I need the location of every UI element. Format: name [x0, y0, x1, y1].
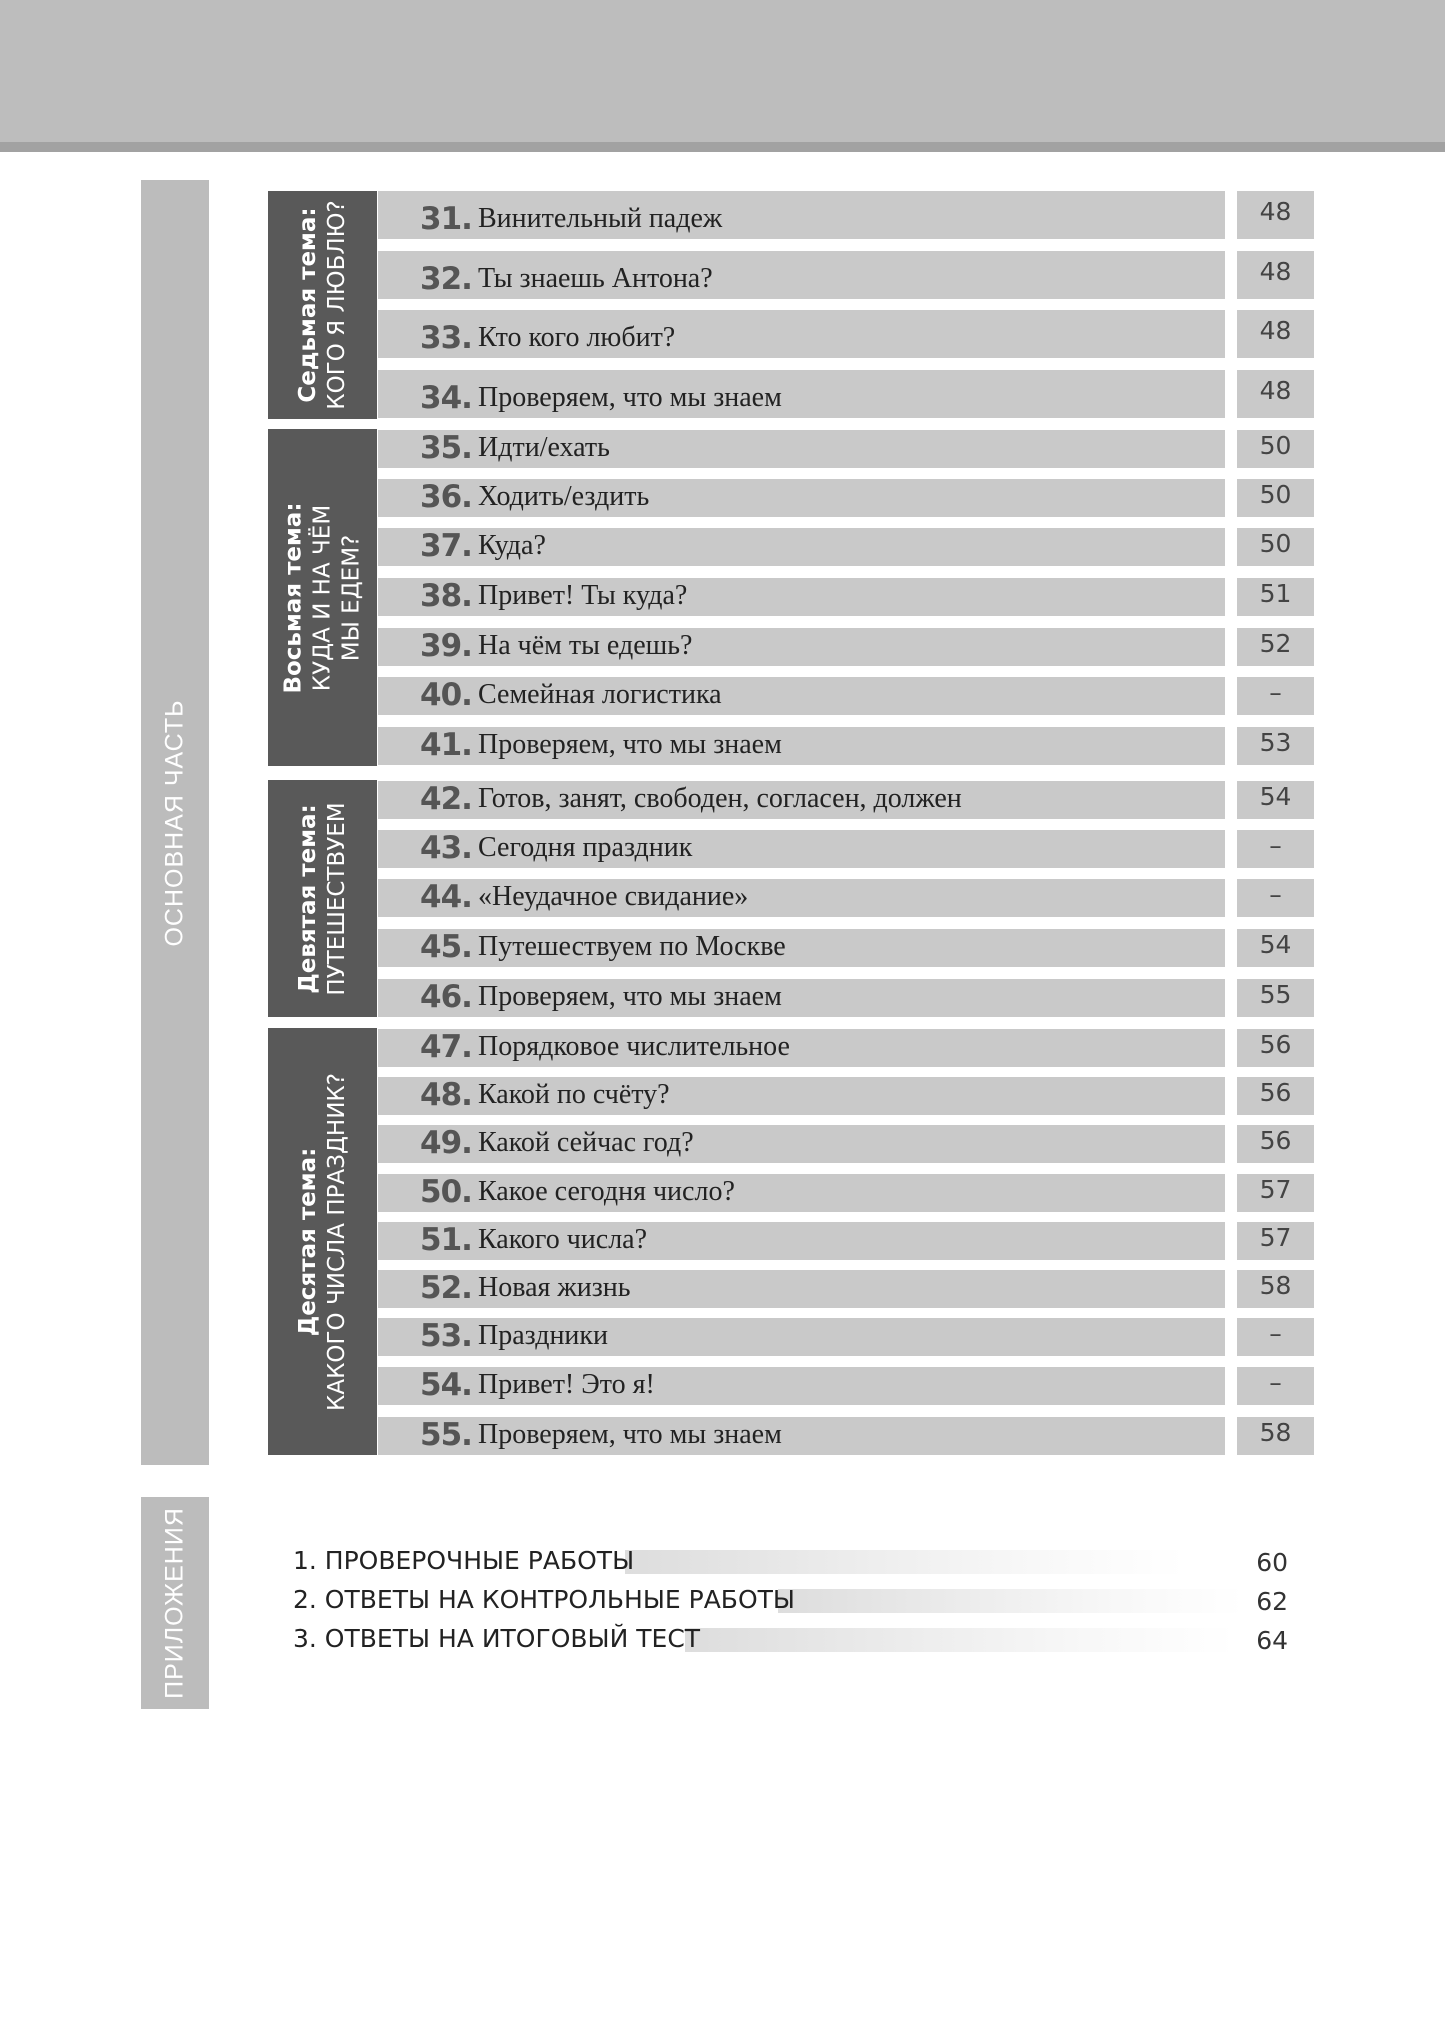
appendix-item-label: 2. ОТВЕТЫ НА КОНТРОЛЬНЫЕ РАБОТЫ [293, 1585, 795, 1614]
lesson-row [378, 979, 1225, 1017]
lesson-title: Новая жизнь [478, 1272, 631, 1303]
lesson-number: 36. [420, 479, 472, 515]
lesson-page-number: 51 [1237, 578, 1314, 616]
lesson-number: 42. [420, 781, 472, 817]
lesson-title: «Неудачное свидание» [478, 881, 749, 912]
lesson-number: 45. [420, 929, 472, 965]
lesson-number: 49. [420, 1125, 472, 1161]
lesson-row [378, 430, 1225, 468]
appendix-page-number: 64 [1256, 1626, 1288, 1655]
topic-label-7 [268, 191, 377, 419]
lesson-title: Проверяем, что мы знаем [478, 382, 782, 413]
lesson-page-number: 56 [1237, 1125, 1314, 1163]
lesson-number: 37. [420, 528, 472, 564]
lesson-number: 34. [420, 380, 472, 416]
sidebar-appendix [141, 1497, 209, 1709]
lesson-row [378, 1367, 1225, 1405]
lesson-row [378, 1417, 1225, 1455]
lesson-number: 50. [420, 1174, 472, 1210]
lesson-row [378, 1318, 1225, 1356]
lesson-row [378, 1222, 1225, 1260]
appendix-page-number: 60 [1256, 1548, 1288, 1577]
lesson-number: 47. [420, 1029, 472, 1065]
lesson-row [378, 251, 1225, 299]
topic-subtitle: МЫ ЕДЕМ? [338, 534, 364, 661]
lesson-title: Путешествуем по Москве [478, 931, 786, 962]
lesson-title: Привет! Ты куда? [478, 580, 688, 611]
sidebar-appendix-label: ПРИЛОЖЕНИЯ [160, 1507, 189, 1699]
lesson-row [378, 1270, 1225, 1308]
lesson-title: Готов, занят, свободен, согласен, должен [478, 783, 962, 814]
lesson-row [378, 1125, 1225, 1163]
lesson-title: Ходить/ездить [478, 481, 650, 512]
lesson-number: 51. [420, 1222, 472, 1258]
lesson-row [378, 578, 1225, 616]
lesson-page-number: 56 [1237, 1029, 1314, 1067]
lesson-number: 46. [420, 979, 472, 1015]
lesson-number: 55. [420, 1417, 472, 1453]
lesson-row [378, 830, 1225, 868]
lesson-title: Сегодня праздник [478, 832, 693, 863]
lesson-row [378, 479, 1225, 517]
lesson-page-number: – [1237, 830, 1314, 868]
appendix-leader-bar [625, 1550, 1185, 1574]
lesson-row [378, 677, 1225, 715]
lesson-page-number: 55 [1237, 979, 1314, 1017]
lesson-page-number: 58 [1237, 1417, 1314, 1455]
lesson-row [378, 1077, 1225, 1115]
lesson-number: 40. [420, 677, 472, 713]
lesson-number: 48. [420, 1077, 472, 1113]
lesson-row [378, 1174, 1225, 1212]
lesson-row [378, 929, 1225, 967]
sidebar-main-label: ОСНОВНАЯ ЧАСТЬ [160, 698, 189, 947]
lesson-title: Какого числа? [478, 1224, 648, 1255]
lesson-number: 54. [420, 1367, 472, 1403]
topic-subtitle: КАКОГО ЧИСЛА ПРАЗДНИК? [323, 1072, 350, 1411]
lesson-page-number: – [1237, 1367, 1314, 1405]
sidebar-main-part [141, 180, 209, 1465]
lesson-page-number: 50 [1237, 430, 1314, 468]
lesson-title: На чём ты едешь? [478, 630, 693, 661]
lesson-number: 44. [420, 879, 472, 915]
lesson-title: Проверяем, что мы знаем [478, 1419, 782, 1450]
lesson-row [378, 310, 1225, 358]
appendix-leader-bar [685, 1628, 1235, 1652]
topic-title: Девятая тема: [294, 803, 321, 994]
lesson-title: Какой по счёту? [478, 1079, 670, 1110]
lesson-number: 32. [420, 261, 472, 297]
topic-subtitle: ПУТЕШЕСТВУЕМ [323, 801, 350, 996]
lesson-title: Праздники [478, 1320, 609, 1351]
lesson-title: Идти/ехать [478, 432, 610, 463]
lesson-number: 52. [420, 1270, 472, 1306]
lesson-title: Винительный падеж [478, 203, 723, 234]
topic-title: Десятая тема: [294, 1147, 321, 1336]
lesson-number: 43. [420, 830, 472, 866]
lesson-number: 41. [420, 727, 472, 763]
lesson-number: 53. [420, 1318, 472, 1354]
topic-label-10 [268, 1028, 377, 1455]
lesson-page-number: 57 [1237, 1174, 1314, 1212]
lesson-title: Какое сегодня число? [478, 1176, 735, 1207]
lesson-title: Проверяем, что мы знаем [478, 981, 782, 1012]
lesson-row [378, 727, 1225, 765]
lesson-page-number: 56 [1237, 1077, 1314, 1115]
lesson-title: Какой сейчас год? [478, 1127, 694, 1158]
lesson-title: Кто кого любит? [478, 322, 676, 353]
lesson-number: 33. [420, 320, 472, 356]
lesson-page-number: 48 [1237, 370, 1314, 418]
appendix-item-label: 1. ПРОВЕРОЧНЫЕ РАБОТЫ [293, 1546, 635, 1575]
lesson-row [378, 528, 1225, 566]
lesson-page-number: 54 [1237, 929, 1314, 967]
lesson-row [378, 781, 1225, 819]
lesson-title: Порядковое числительное [478, 1031, 790, 1062]
topic-title: Седьмая тема: [294, 207, 321, 403]
lesson-page-number: 53 [1237, 727, 1314, 765]
lesson-page-number: – [1237, 879, 1314, 917]
lesson-page-number: 50 [1237, 528, 1314, 566]
lesson-page-number: 57 [1237, 1222, 1314, 1260]
lesson-number: 31. [420, 201, 472, 237]
lesson-number: 39. [420, 628, 472, 664]
lesson-number: 38. [420, 578, 472, 614]
topic-subtitle: КОГО Я ЛЮБЛЮ? [323, 200, 350, 410]
lesson-page-number: 48 [1237, 191, 1314, 239]
lesson-page-number: 52 [1237, 628, 1314, 666]
lesson-page-number: 48 [1237, 310, 1314, 358]
lesson-title: Проверяем, что мы знаем [478, 729, 782, 760]
lesson-page-number: 54 [1237, 781, 1314, 819]
lesson-title: Куда? [478, 530, 546, 561]
header-band [0, 0, 1445, 152]
appendix-page-number: 62 [1256, 1587, 1288, 1616]
topic-subtitle: КУДА И НА ЧЁМ [309, 504, 335, 691]
lesson-page-number: 48 [1237, 251, 1314, 299]
lesson-row [378, 628, 1225, 666]
topic-label-8 [268, 429, 377, 766]
topic-label-9 [268, 780, 377, 1017]
lesson-row [378, 370, 1225, 418]
lesson-row [378, 879, 1225, 917]
lesson-page-number: 50 [1237, 479, 1314, 517]
lesson-title: Привет! Это я! [478, 1369, 655, 1400]
topic-title: Восьмая тема: [280, 501, 306, 694]
lesson-title: Ты знаешь Антона? [478, 263, 713, 294]
lesson-page-number: – [1237, 1318, 1314, 1356]
lesson-row [378, 1029, 1225, 1067]
lesson-row [378, 191, 1225, 239]
lesson-number: 35. [420, 430, 472, 466]
lesson-page-number: 58 [1237, 1270, 1314, 1308]
appendix-leader-bar [778, 1589, 1243, 1613]
appendix-item-label: 3. ОТВЕТЫ НА ИТОГОВЫЙ ТЕСТ [293, 1624, 701, 1653]
lesson-page-number: – [1237, 677, 1314, 715]
lesson-title: Семейная логистика [478, 679, 722, 710]
